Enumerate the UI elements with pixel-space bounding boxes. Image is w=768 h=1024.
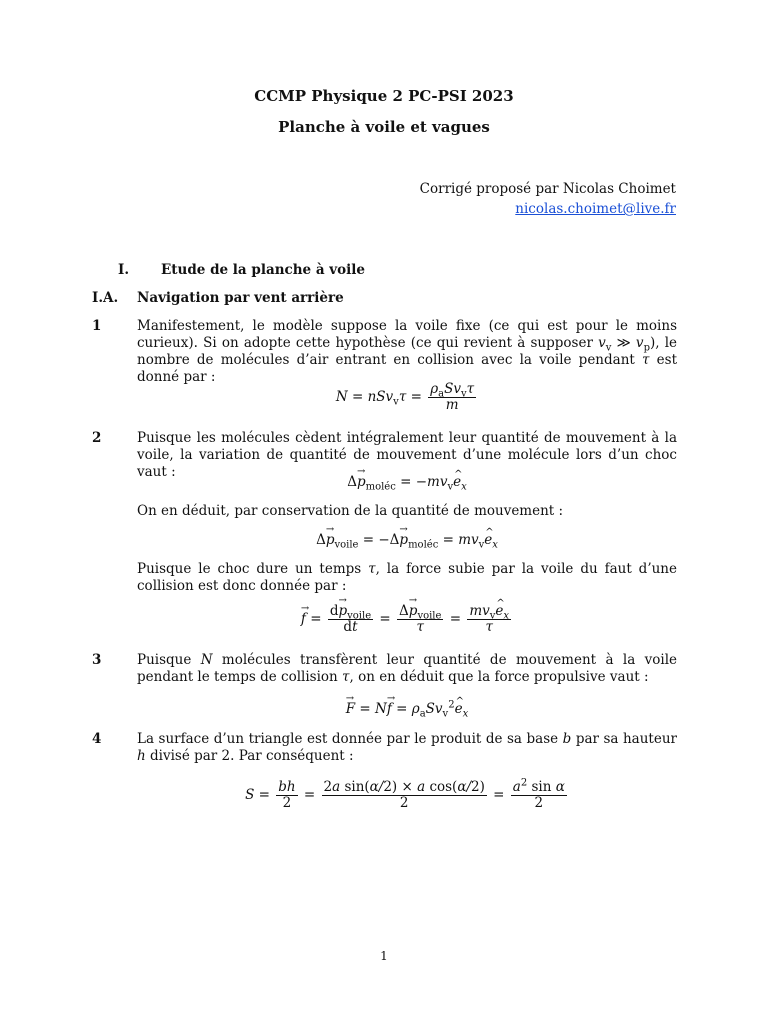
section-number: I. [118, 262, 130, 278]
author-email-link[interactable]: nicolas.choimet@live.fr [515, 201, 676, 217]
question-3-text: Puisque N molécules transfèrent leur quantité de mouvement à la voile pendant le temps de collision τ, on en déduit que la force propulsive vaut : [137, 652, 678, 685]
equation-n-molecules: N = nSv$_v$τ = $\frac{\rho_aSv_v\tau}{m}$ [335, 381, 475, 413]
question-4-text: La surface d’un triangle est donnée par le produit de sa base b par sa hauteur h divisé par 2. Par conséquent : [137, 731, 677, 764]
document-title: CCMP Physique 2 PC-PSI 2023 [254, 87, 514, 105]
page-number: 1 [380, 949, 388, 963]
document-subtitle: Planche à voile et vagues [278, 118, 490, 136]
author-line: Corrigé proposé par Nicolas Choimet [419, 181, 676, 197]
question-2-text-2: On en déduit, par conservation de la quantité de mouvement : [137, 503, 564, 519]
question-number-2: 2 [92, 430, 102, 446]
question-2-text-1: Puisque les molécules cèdent intégralement leur quantité de mouvement à la voile, la variation de quantité de mouvement d’une molécule lors d’un choc vaut : [137, 430, 677, 480]
equation-delta-p-voile: $\Delta\to p_{voile} = -\Delta\to p_{moléc}$ = $mv_v\^{}$ $e_x$ [137, 532, 677, 549]
question-number-1: 1 [92, 318, 102, 334]
subsection-number: I.A. [92, 290, 119, 306]
question-number-3: 3 [92, 652, 102, 668]
question-1-text: Manifestement, le modèle suppose la voile fixe (ce qui est pour le moins curieux). Si on adopte cette hypothèse (ce qui revient à supposer $v_v$ ≫ $v_p$), le nombre de molécules d’air entrant en collision avec la voile pendant τ est donné par : [137, 318, 678, 385]
subsection-title: Navigation par vent arrière [137, 290, 344, 306]
section-title: Etude de la planche à voile [161, 262, 365, 278]
equation-triangle-area: S = $\frac{bh}{2}$ = $\frac{\text{2a sin(α/2) × a cos(α/2)}}{2}$ = $\frac{a^2 \sin \alpha}{2}$ [245, 777, 565, 811]
equation-force-collision: → f = $\frac{d\to p_{voile}}{dt}$ = $\frac{\Delta\to p_{voile}}{\tau}$ = $\frac{mv_v\^{} e_x}{\tau}$ [137, 604, 677, 635]
question-number-4: 4 [92, 731, 102, 747]
question-2-text-3: Puisque le choc dure un temps τ, la force subie par la voile du faut d’une collision est donc donnée par : [137, 561, 677, 594]
equation-delta-p-molec: $\Delta\to p_{moléc}$ = $-mv_v\^{}$ $e_x$ [137, 474, 677, 491]
equation-propulsive-force: → $F = N\to f = \rho_aSv_v^2\^{}$ $e_x$ [137, 701, 677, 718]
